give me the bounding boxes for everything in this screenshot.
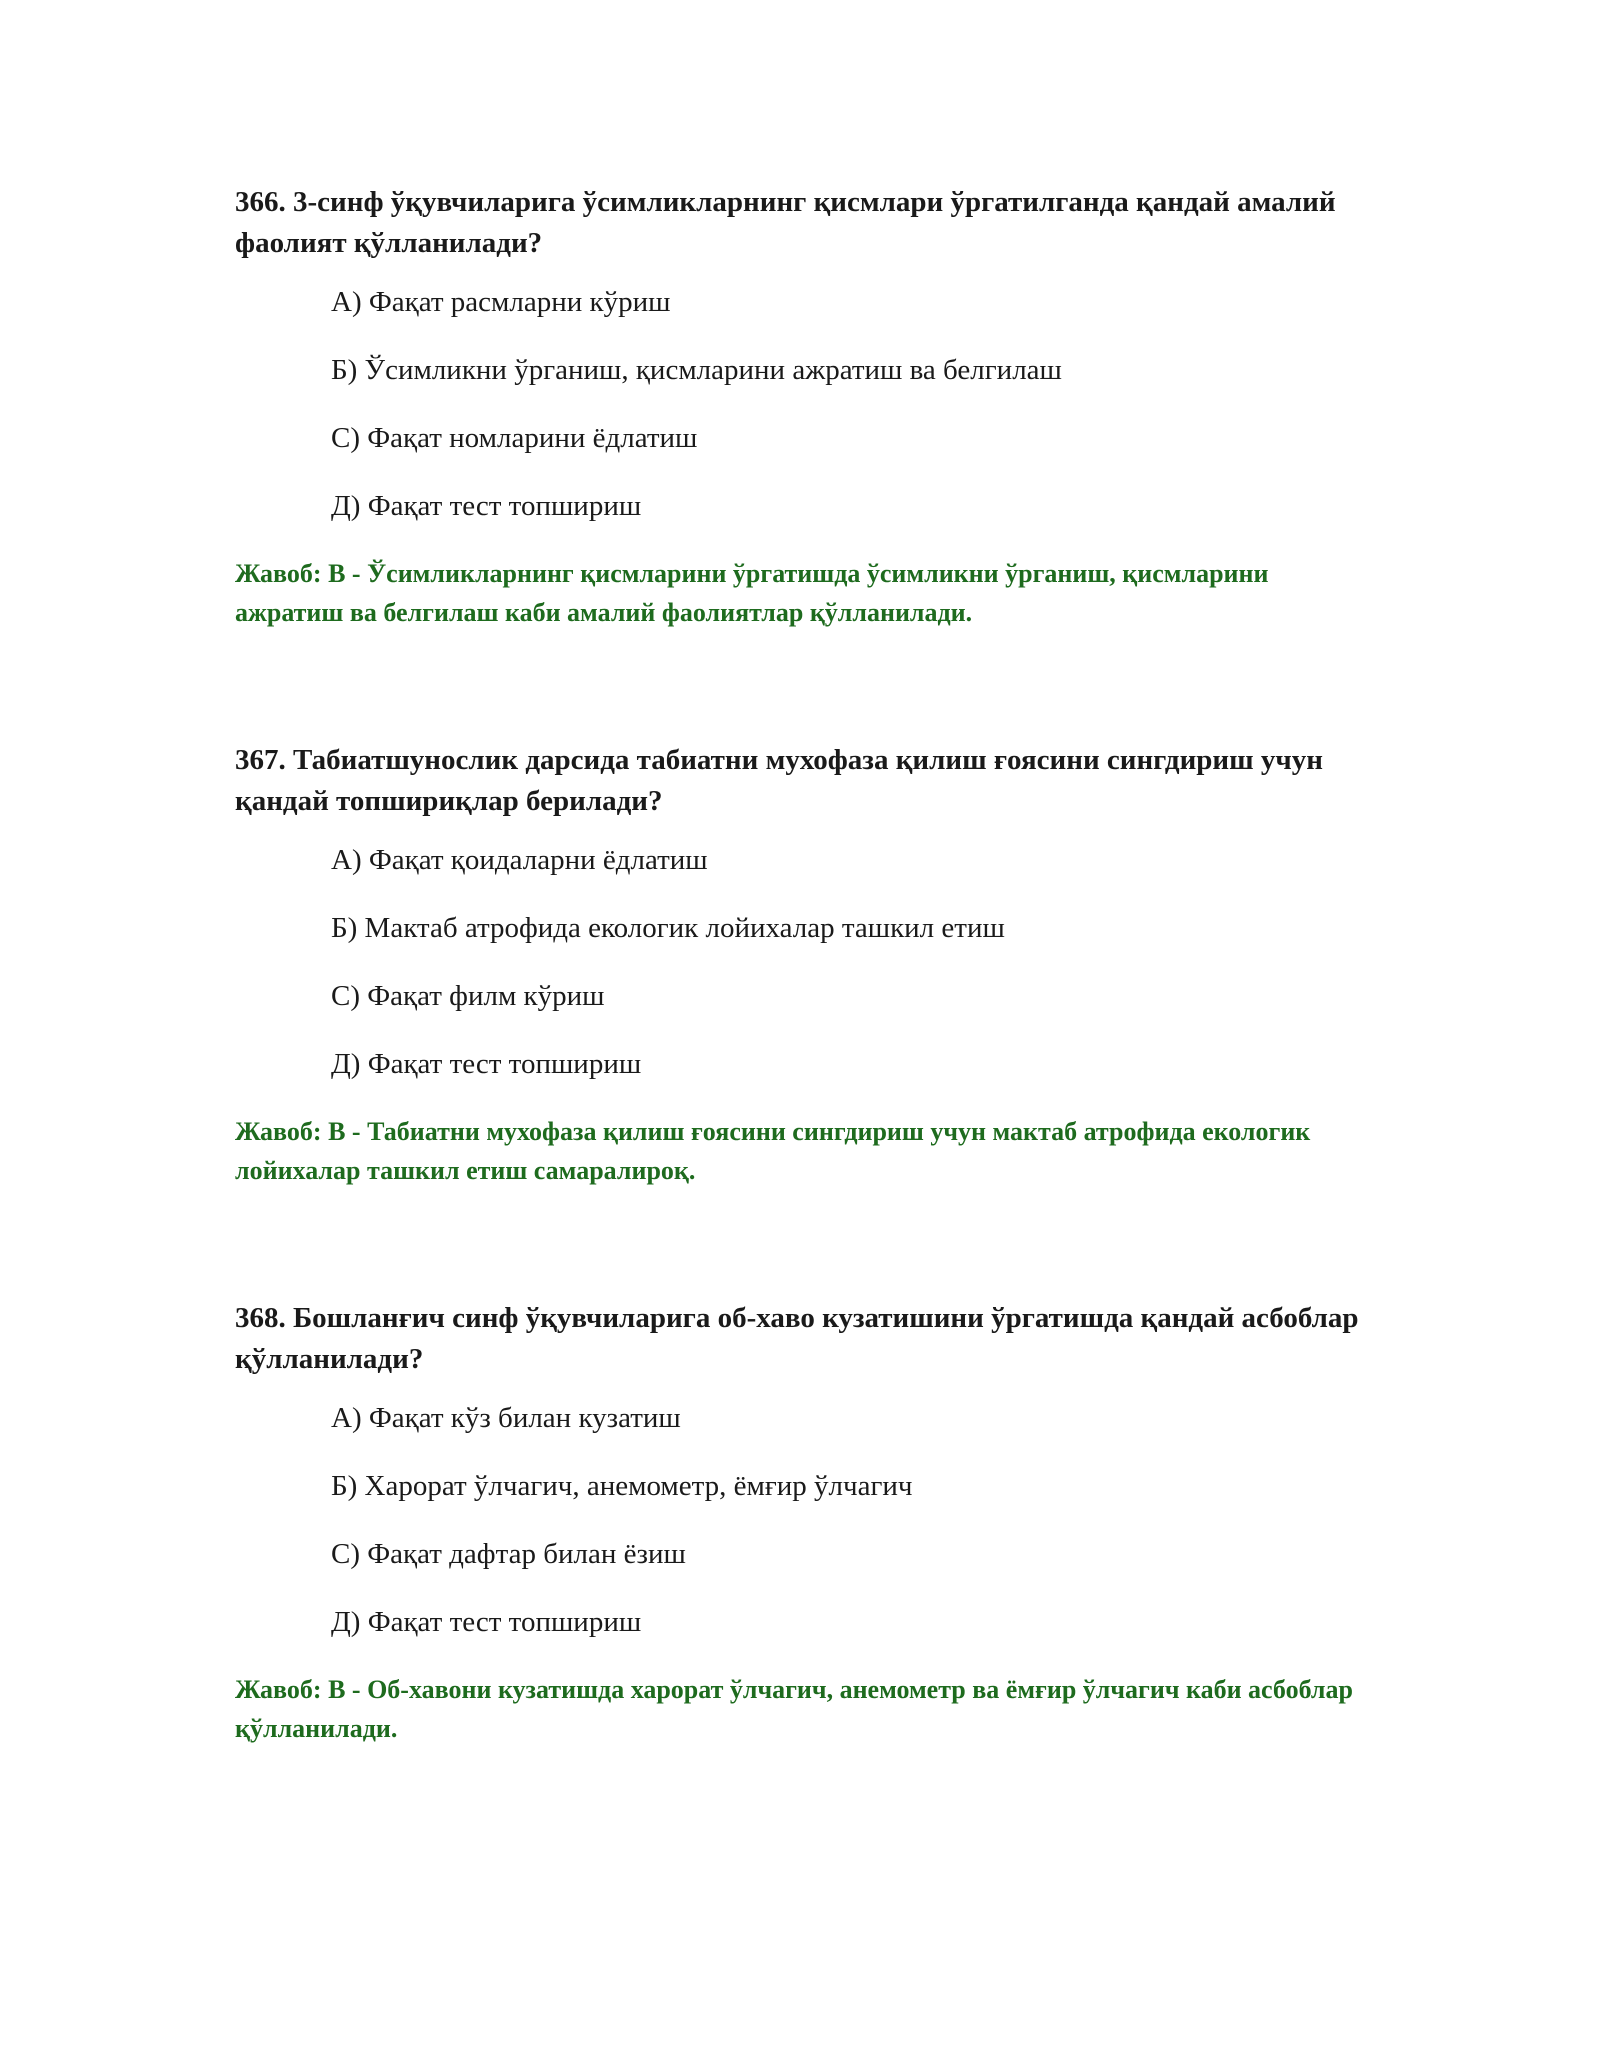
question-block-368 <box>235 1298 1365 1748</box>
option-a: А) Фақат кўз билан кузатиш <box>331 1402 681 1434</box>
option-b: Б) Мактаб атрофида екологик лойихалар ташкил етиш <box>331 912 1005 944</box>
question-block-366 <box>235 182 1365 632</box>
option-a: А) Фақат расмларни кўриш <box>331 286 671 318</box>
question-title: 368. Бошланғич синф ўқувчиларига об-хаво кузатишини ўргатишда қандай асбоблар қўлланилади? <box>235 1302 1359 1375</box>
answer-text: Жавоб: B - Ўсимликларнинг қисмларини ўргатишда ўсимликни ўрганиш, қисмларини ажратиш ва белгилаш каби амалий фаолиятлар қўлланилади. <box>235 559 1269 627</box>
option-a: А) Фақат қоидаларни ёдлатиш <box>331 844 708 876</box>
option-d: Д) Фақат тест топшириш <box>331 490 642 522</box>
option-list <box>235 840 1365 1084</box>
option-b: Б) Харорат ўлчагич, анемометр, ёмғир ўлчагич <box>331 1470 913 1502</box>
question-title: 367. Табиатшунослик дарсида табиатни мухофаза қилиш ғоясини сингдириш учун қандай топшириқлар берилади? <box>235 744 1323 817</box>
option-c: С) Фақат номларини ёдлатиш <box>331 422 698 454</box>
option-list <box>235 282 1365 526</box>
document-page <box>235 182 1365 1748</box>
option-list <box>235 1398 1365 1642</box>
option-c: С) Фақат дафтар билан ёзиш <box>331 1538 686 1570</box>
option-b: Б) Ўсимликни ўрганиш, қисмларини ажратиш ва белгилаш <box>331 354 1062 386</box>
answer-text: Жавоб: B - Об-хавони кузатишда харорат ўлчагич, анемометр ва ёмғир ўлчагич каби асбоблар қўлланилади. <box>235 1675 1353 1743</box>
question-title: 366. 3-синф ўқувчиларига ўсимликларнинг қисмлари ўргатилганда қандай амалий фаолият қўлланилади? <box>235 186 1336 259</box>
answer-text: Жавоб: B - Табиатни мухофаза қилиш ғоясини сингдириш учун мактаб атрофида екологик лойихалар ташкил етиш самаралироқ. <box>235 1117 1311 1185</box>
question-block-367 <box>235 740 1365 1190</box>
option-d: Д) Фақат тест топшириш <box>331 1606 642 1638</box>
option-d: Д) Фақат тест топшириш <box>331 1048 642 1080</box>
option-c: С) Фақат филм кўриш <box>331 980 605 1012</box>
